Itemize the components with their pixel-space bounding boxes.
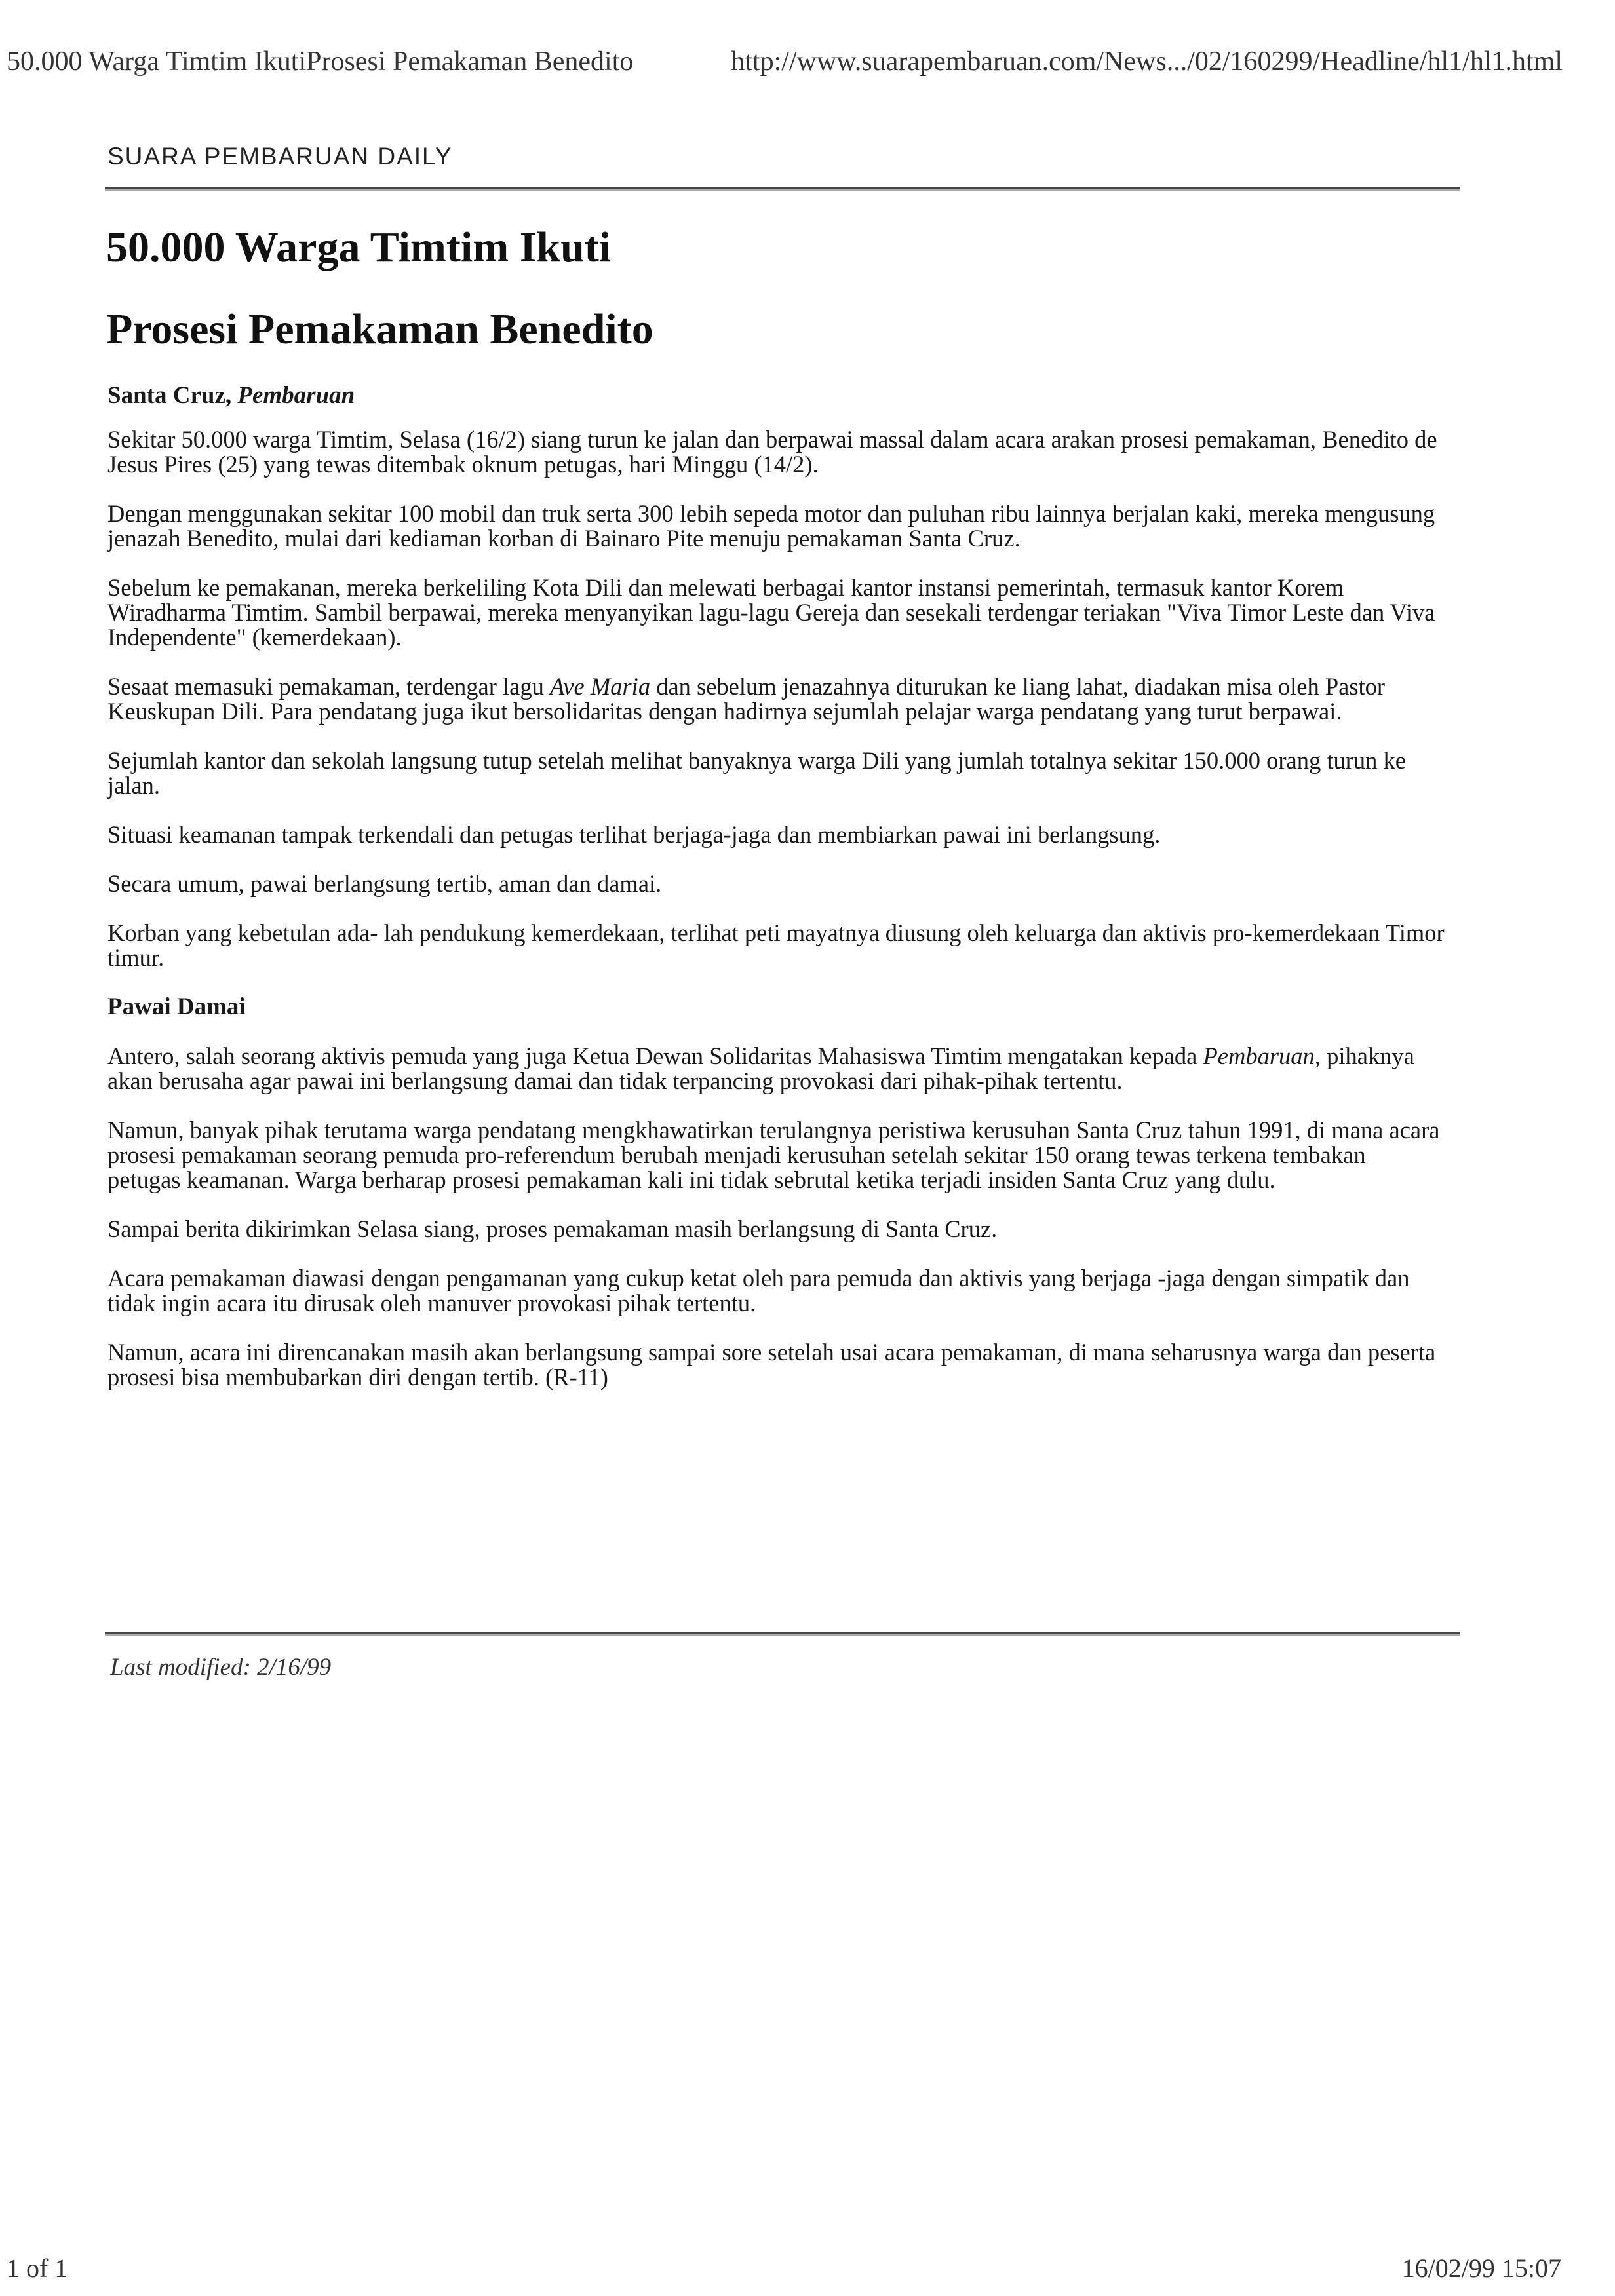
article-paragraph: Secara umum, pawai berlangsung tertib, aman dan damai. — [107, 870, 662, 897]
bottom-divider — [105, 1632, 1460, 1636]
article-paragraph: Sampai berita dikirimkan Selasa siang, proses pemakaman masih berlangsung di Santa Cruz. — [107, 1215, 998, 1242]
headline-line-1: 50.000 Warga Timtim Ikuti — [106, 223, 612, 271]
headline-line-2: Prosesi Pemakaman Benedito — [106, 305, 653, 353]
song-title: Ave Maria — [550, 673, 651, 700]
paragraph-text: Antero, salah seorang aktivis pemuda yang juga Ketua Dewan Solidaritas Mahasiswa Timtim mengatakan kepada — [107, 1043, 1203, 1069]
last-modified: Last modified: 2/16/99 — [110, 1654, 332, 1681]
top-divider — [105, 187, 1460, 191]
dateline-source: Pembaruan — [237, 382, 355, 409]
print-footer-timestamp: 16/02/99 15:07 — [1401, 2253, 1561, 2283]
print-header-title: 50.000 Warga Timtim IkutiProsesi Pemakaman Benedito — [7, 47, 634, 77]
article-paragraph: Sejumlah kantor dan sekolah langsung tutup setelah melihat banyaknya warga Dili yang jumlah totalnya sekitar 150.000 orang turun ke jalan. — [107, 747, 1406, 799]
article-paragraph: Acara pemakaman diawasi dengan pengamanan yang cukup ketat oleh para pemuda dan aktivis yang berjaga -jaga dengan simpatik dan tidak ingin acara itu dirusak oleh manuver provokasi pihak tertentu. — [107, 1265, 1410, 1316]
section-subhead: Pawai Damai — [107, 993, 246, 1020]
paragraph-text: dan sebelum jenazahnya diturukan ke liang lahat, diadakan misa oleh Pastor Keuskupan Dili. Para pendatang juga ikut bersolidaritas dengan hadirnya sejumlah pelajar warga pendatang yang turut berpawai. — [107, 673, 1386, 725]
article-paragraph: Korban yang kebetulan ada- lah pendukung kemerdekaan, terlihat peti mayatnya diusung oleh keluarga dan aktivis pro-kemerdekaan Timor timur. — [107, 919, 1445, 971]
article-paragraph: Situasi keamanan tampak terkendali dan petugas terlihat berjaga-jaga dan membiarkan pawai ini berlangsung. — [107, 821, 1161, 848]
masthead: SUARA PEMBARUAN DAILY — [107, 143, 453, 170]
article-paragraph — [107, 1044, 1445, 1094]
article-paragraph: Dengan menggunakan sekitar 100 mobil dan truk serta 300 lebih sepeda motor dan puluhan ribu lainnya berjalan kaki, mereka mengusung jenazah Benedito, mulai dari kediaman korban di Bainaro Pite menuju pemakaman Santa Cruz. — [107, 500, 1435, 552]
publication-name: Pembaruan — [1203, 1043, 1315, 1069]
article-paragraph: Namun, acara ini direncanakan masih akan berlangsung sampai sore setelah usai acara pemakaman, di mana seharusnya warga dan peserta prosesi bisa membubarkan diri dengan tertib. (R-11) — [107, 1339, 1436, 1390]
dateline-place: Santa Cruz, — [107, 382, 238, 409]
paragraph-text: Sesaat memasuki pemakaman, terdengar lagu — [107, 673, 551, 700]
article-body — [107, 427, 1445, 1414]
dateline — [107, 381, 355, 410]
article-paragraph: Namun, banyak pihak terutama warga pendatang mengkhawatirkan terulangnya peristiwa kerusuhan Santa Cruz tahun 1991, di mana acara prosesi pemakaman seorang pemuda pro-referendum berubah menjadi kerusuhan setelah sekitar 150 orang tewas terkena tembakan petugas keamanan. Warga berharap prosesi pemakaman kali ini tidak sebrutal ketika terjadi insiden Santa Cruz yang dulu. — [107, 1117, 1440, 1193]
print-header-url[interactable]: http://www.suarapembaruan.com/News.../02/160299/Headline/hl1/hl1.html — [731, 47, 1563, 77]
article-paragraph: Sekitar 50.000 warga Timtim, Selasa (16/2) siang turun ke jalan dan berpawai massal dalam acara arakan prosesi pemakaman, Benedito de Jesus Pires (25) yang tewas ditembak oknum petugas, hari Minggu (14/2). — [107, 426, 1437, 478]
paragraph-text: , pihaknya akan berusaha agar pawai ini berlangsung damai dan tidak terpancing provokasi dari pihak-pihak tertentu. — [107, 1043, 1414, 1094]
print-footer-page: 1 of 1 — [7, 2253, 68, 2283]
article-paragraph — [107, 674, 1445, 724]
article-paragraph: Sebelum ke pemakanan, mereka berkeliling Kota Dili dan melewati berbagai kantor instansi pemerintah, termasuk kantor Korem Wiradharma Timtim. Sambil berpawai, mereka menyanyikan lagu-lagu Gereja dan sesekali terdengar teriakan "Viva Timor Leste dan Viva Independente" (kemerdekaan). — [107, 574, 1435, 651]
